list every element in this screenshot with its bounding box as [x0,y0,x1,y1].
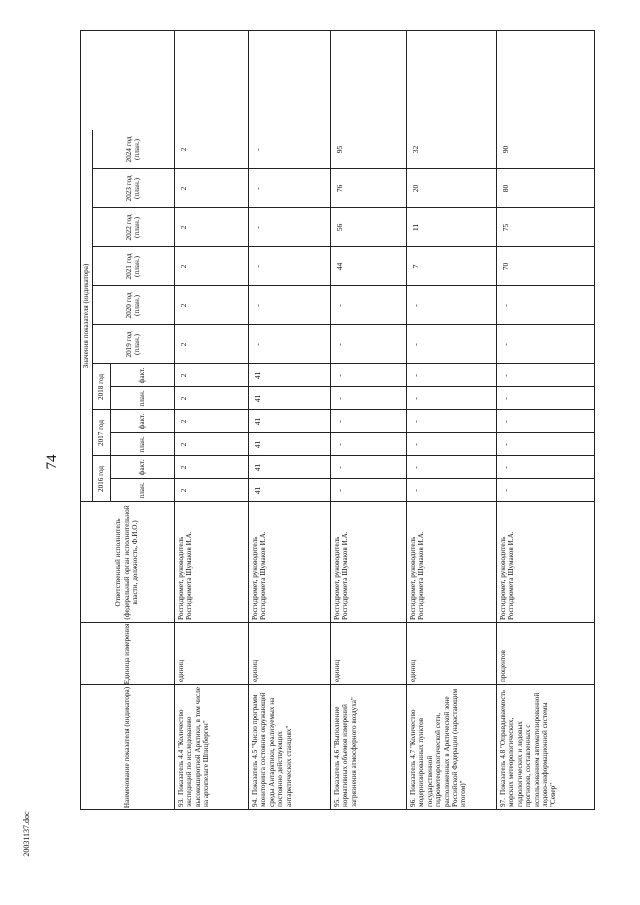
value-cell: 80 [501,184,510,193]
table-rule [406,30,407,810]
indicator-name: Показатель 4.8 "Оправдываемость морских метеорологических, гидрологических и ледовых прогнозов, составленных с использованием автоматизированной ледово-информационной системы "Север" [499,689,558,807]
value-cell: 56 [335,223,344,232]
value-cell: - [253,148,262,151]
indicators-table [80,30,595,810]
header-fact: факт. [137,367,146,384]
value-cell: 2 [179,186,188,191]
value-cell: 90 [501,145,510,154]
value-cell: - [335,489,344,492]
value-cell: 2 [179,342,188,347]
value-cell: - [501,489,510,492]
value-cell: - [253,187,262,190]
executor-cell: Росгидромет, руководитель Росгидромета Шумаков И.А. [499,531,516,620]
value-cell: - [501,374,510,377]
row-number: 94. [251,798,259,807]
value-cell: 44 [335,262,344,271]
header-2021: 2021 год (план.) [124,253,141,280]
value-cell: - [501,397,510,400]
header-name: Наименование показателя (индикатора) [122,686,131,809]
value-cell: - [501,343,510,346]
executor-cell: Росгидромет, руководитель Росгидромета Шумаков И.А. [177,531,194,620]
executor-cell: Росгидромет, руководитель Росгидромета Шумаков И.А. [409,531,426,620]
value-cell: - [253,226,262,229]
value-cell: - [501,420,510,423]
table-rule [92,324,595,325]
table-rule [496,30,497,810]
indicator-name: Показатель 4.6 "Выполнение нормативных объемов измерений загрязнения атмосферного воздуха" [333,697,358,807]
unit-cell: единиц [333,659,341,682]
value-cell: 2 [179,225,188,230]
value-cell: - [411,466,420,469]
value-cell: 11 [411,223,420,232]
table-rule [594,30,595,810]
value-cell: 20 [411,184,420,193]
value-cell: 2 [179,396,188,401]
value-cell: 76 [335,184,344,193]
value-cell: - [253,343,262,346]
value-cell: - [501,466,510,469]
indicator-name: Показатель 4.7 "Количество модернизированных пунктов государственной гидрометеорологической сети, расположенных в Арктической зоне Российской Федерации (нарастающим итогом)" [409,688,468,807]
header-2023: 2023 год (план.) [124,175,141,202]
table-rule [174,30,175,810]
header-2019: 2019 год (план.) [124,331,141,358]
value-cell: 2 [179,419,188,424]
row-number: 96. [409,798,417,807]
value-cell: - [411,374,420,377]
value-cell: 41 [253,371,262,380]
indicator-name: Показатель 4.5 "Число программ мониторинга состояния окружающей среды Антарктики, реализуемых на постоянно действующих антарктических станциях" [251,692,293,807]
value-cell: - [335,420,344,423]
table-rule [92,285,595,286]
unit-cell: единиц [177,659,185,682]
table-rule [80,684,595,685]
table-rule [92,168,595,169]
executor-cell: Росгидромет, руководитель Росгидромета Шумаков И.А. [333,531,350,620]
unit-cell: единиц [409,659,417,682]
table-rule [92,246,595,247]
value-cell: - [335,374,344,377]
value-cell: - [335,343,344,346]
table-rule [110,432,595,433]
value-cell: - [253,304,262,307]
value-cell: - [253,265,262,268]
value-cell: 75 [501,223,510,232]
header-2018: 2018 год [96,374,105,400]
value-cell: - [411,443,420,446]
table-viewport [80,30,595,810]
value-cell: - [411,304,420,307]
row-number: 97. [499,798,507,807]
value-cell: - [411,489,420,492]
table-rule [92,207,595,208]
indicator-name-cell [406,685,496,810]
value-cell: 41 [253,486,262,495]
table-rule [92,363,595,364]
value-cell: - [335,443,344,446]
value-cell: 95 [335,145,344,154]
table-rule [110,478,595,479]
table-rule [92,455,595,456]
table-rule [80,622,595,623]
value-cell: - [411,397,420,400]
table-rule [248,30,249,810]
header-2020: 2020 год (план.) [124,292,141,319]
header-plan: план. [137,482,146,499]
value-cell: - [335,397,344,400]
table-rule [92,409,595,410]
value-cell: 2 [179,442,188,447]
table-rule [92,130,93,502]
header-values-group: Значения показателя (индикатора) [81,263,90,369]
value-cell: 2 [179,488,188,493]
table-rule [80,30,595,31]
indicator-name-cell [330,685,406,810]
value-cell: - [335,466,344,469]
value-cell: - [411,420,420,423]
header-fact: факт. [137,459,146,476]
header-executor: Ответственный исполнитель (федеральный орган исполнительной власти, должность, Ф.И.О.) [114,505,140,620]
value-cell: 41 [253,463,262,472]
value-cell: - [501,443,510,446]
value-cell: 41 [253,440,262,449]
header-2016: 2016 год [96,466,105,492]
value-cell: - [411,343,420,346]
unit-cell: единиц [251,659,259,682]
header-2017: 2017 год [96,420,105,446]
header-fact: факт. [137,413,146,430]
header-unit: Единица измерения [122,623,131,685]
value-cell: 41 [253,394,262,403]
value-cell: 2 [179,147,188,152]
value-cell: - [501,304,510,307]
indicator-name-cell [496,685,595,810]
footer-file-name: 20031137.doc [22,811,31,857]
table-rule [110,386,595,387]
indicator-name-cell [174,685,248,810]
row-number: 93. [177,798,185,807]
table-rule [80,30,81,810]
value-cell: 41 [253,417,262,426]
table-rule [80,809,595,810]
unit-cell: процентов [499,650,507,682]
value-cell: 70 [501,262,510,271]
table-rule [330,30,331,810]
page-number: 74 [44,454,60,470]
executor-cell: Росгидромет, руководитель Росгидромета Шумаков И.А. [251,531,268,620]
table-rule [80,501,595,502]
header-plan: план. [137,436,146,453]
indicator-name-cell [248,685,330,810]
header-plan: план. [137,390,146,407]
value-cell: 2 [179,373,188,378]
indicator-name: Показатель 4.4 "Количество экспедиций по исследованию высокоширотной Арктики, в том числе на архипелаге Шпицберген" [177,687,211,807]
value-cell: 32 [411,145,420,154]
value-cell: 2 [179,465,188,470]
header-2024: 2024 год (план.) [124,136,141,163]
value-cell: 2 [179,303,188,308]
value-cell: - [335,304,344,307]
row-number: 95. [333,798,341,807]
table-rule [110,364,111,502]
value-cell: 7 [411,264,420,269]
header-2022: 2022 год (план.) [124,214,141,241]
value-cell: 2 [179,264,188,269]
